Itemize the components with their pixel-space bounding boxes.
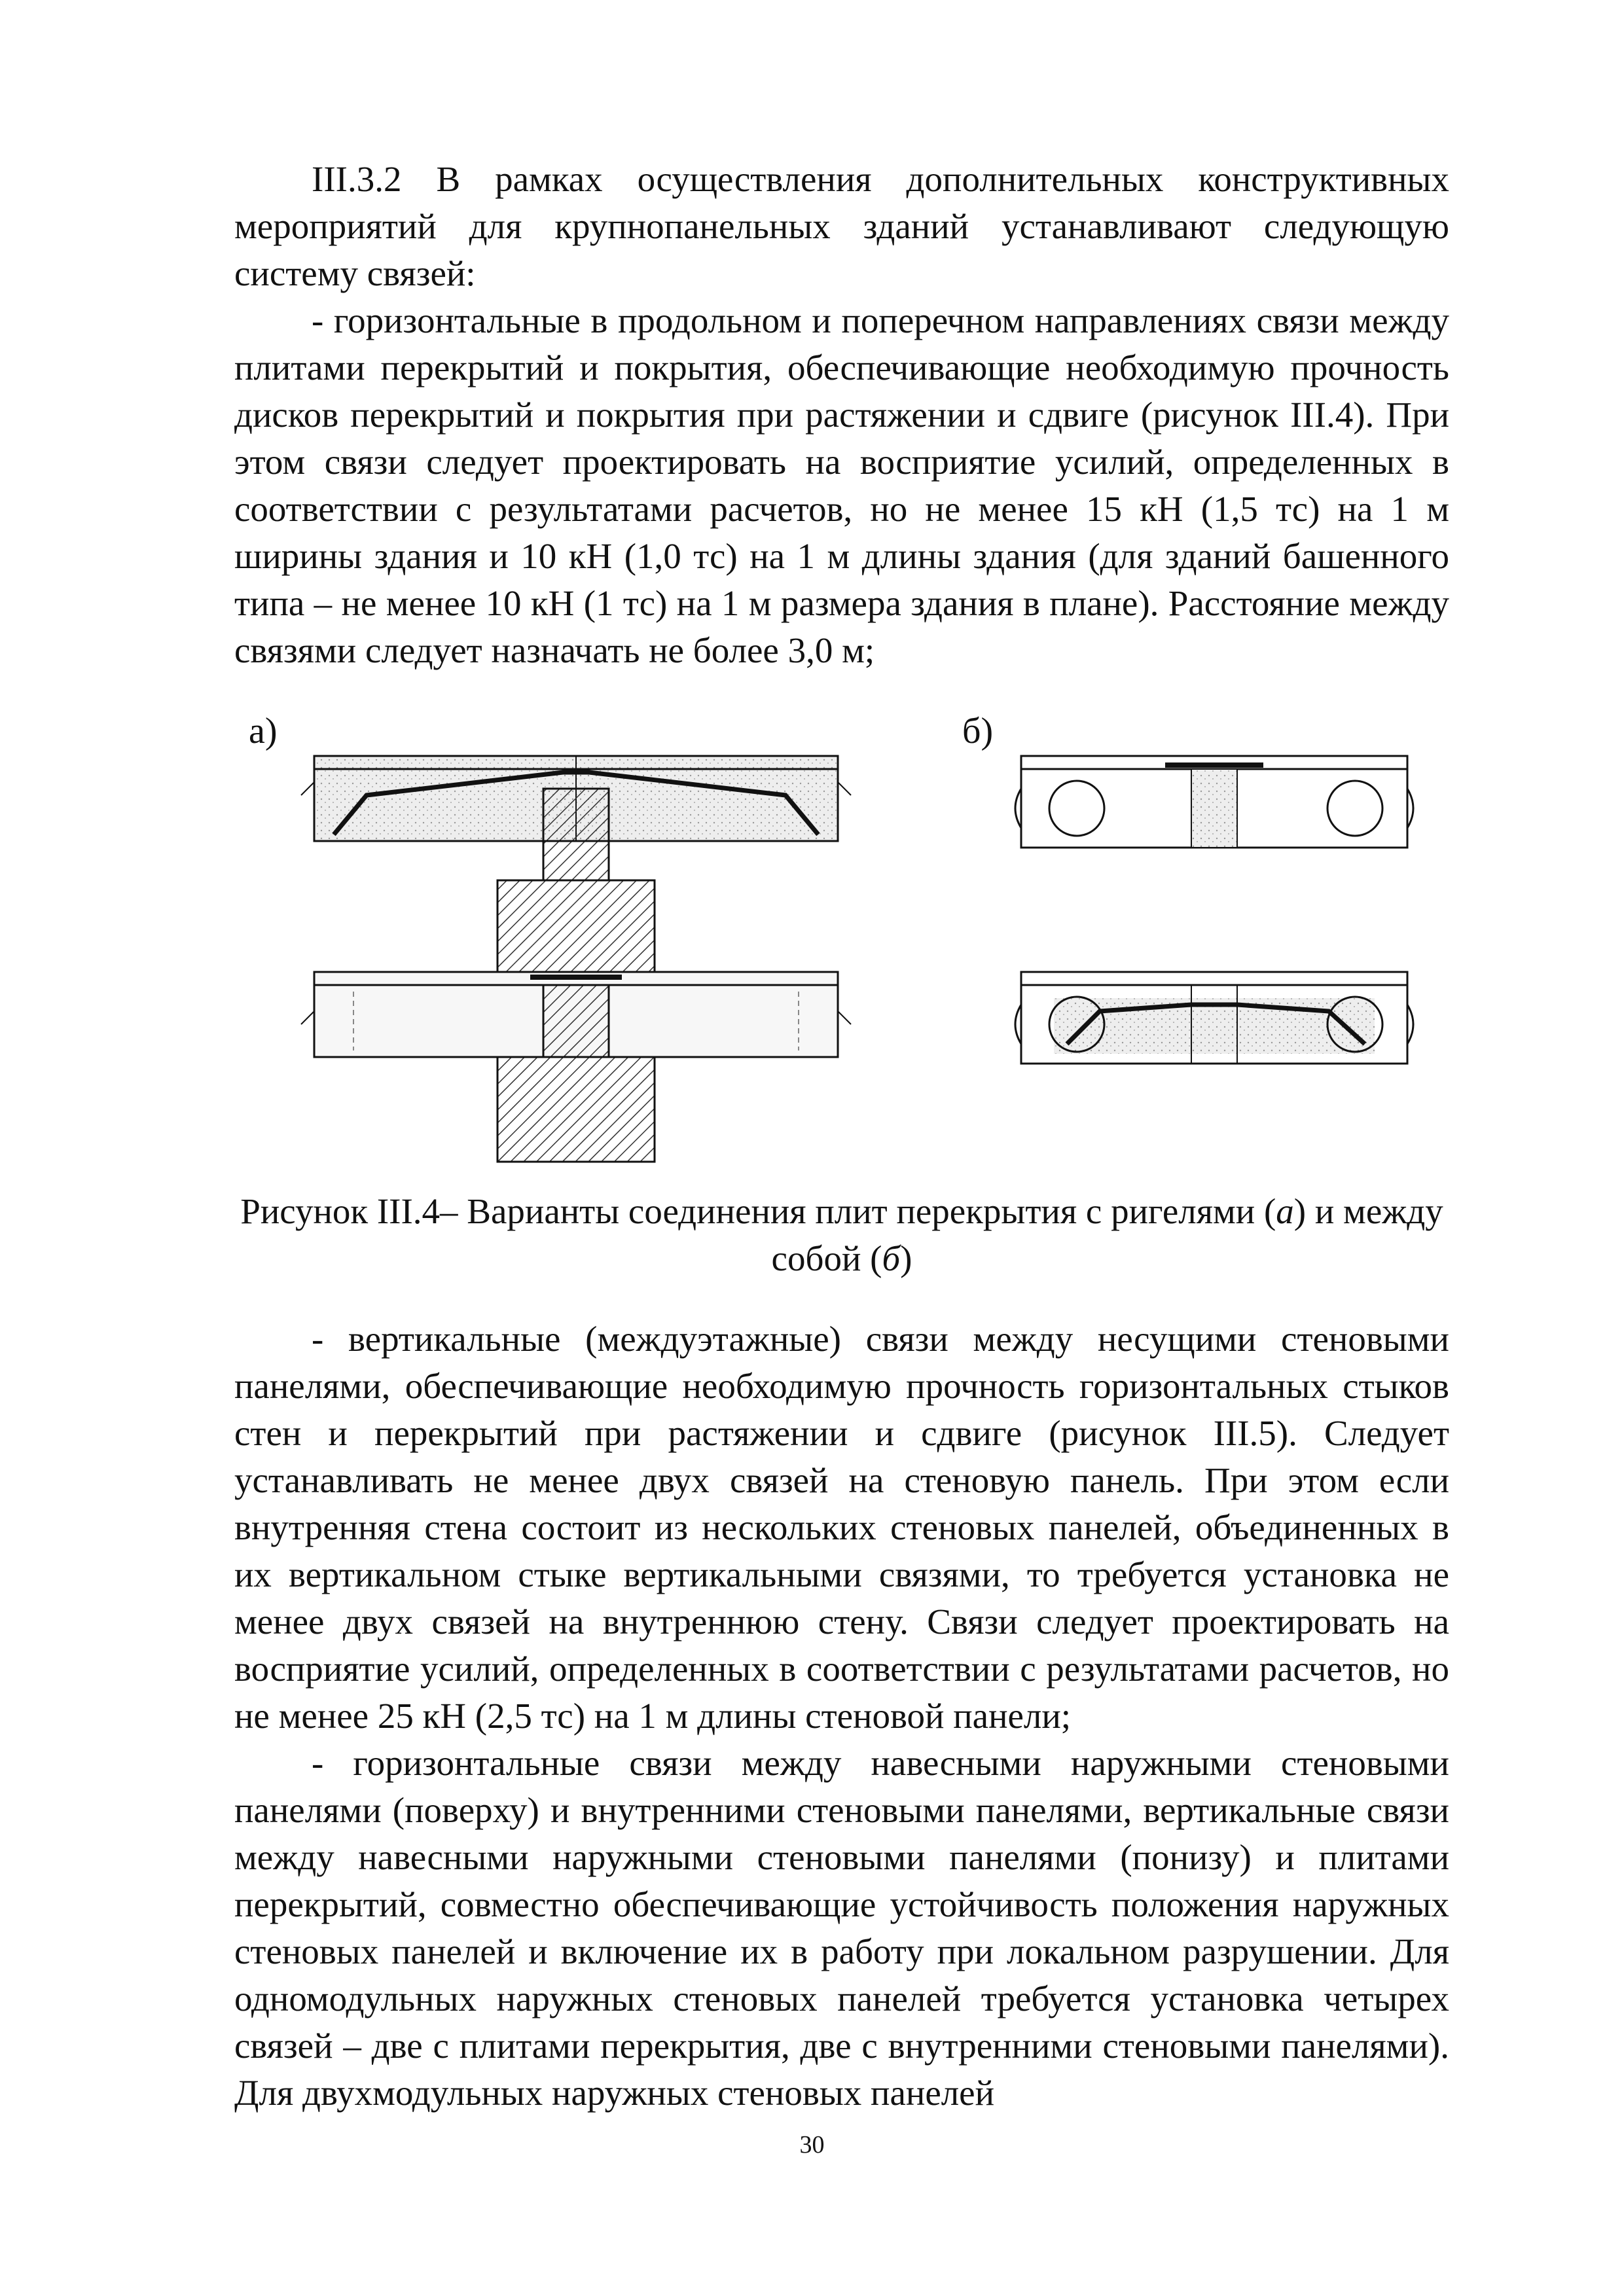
caption-text-3: ): [900, 1238, 912, 1278]
paragraph-intro: III.3.2 В рамках осуществления дополнительных конструктивных мероприятий для крупнопанельных зданий устанавливают следующую систему связей:: [234, 159, 1449, 293]
caption-text-2: ) и между собой (: [771, 1191, 1443, 1278]
figure-label-a: а): [249, 711, 278, 751]
diagram-a-top: [301, 756, 851, 972]
text-section-bottom: [234, 1316, 1449, 2117]
paragraph-curtain-wall-links: - горизонтальные связи между навесными наружными стеновыми панелями (поверху) и внутренними стеновыми панелями, вертикальные связи между навесными наружными стеновыми панелями (понизу) и плитами перекрытий, совместно обеспечивающие устойчивость положения наружных стеновых панелей и включение их в работу при локальном разрушении. Для одномодульных наружных стеновых панелей требуется установка четырех связей – две с плитами перекрытия, две с внутренними стеновыми панелями). Для двухмодульных наружных стеновых панелей: [234, 1743, 1449, 2113]
page-number: 30: [799, 2131, 825, 2159]
figure-iii-4: [249, 710, 1440, 1168]
diagram-b-top: [1015, 756, 1413, 848]
caption-text-1: Рисунок III.4– Варианты соединения плит перекрытия с ригелями (: [240, 1191, 1276, 1231]
figure-caption: [234, 1188, 1449, 1282]
figure-label-b: б): [962, 711, 994, 751]
paragraph-horizontal-links: - горизонтальные в продольном и поперечном направлениях связи между плитами перекрытий и покрытия, обеспечивающие необходимую прочность дисков перекрытий и покрытия при растяжении и сдвиге (рисунок III.4). При этом связи следует проектировать на восприятие усилий, определенных в соответствии с результатами расчетов, но не менее 15 кН (1,5 тс) на 1 м ширины здания и 10 кН (1,0 тс) на 1 м длины здания (для зданий башенного типа – не менее 10 кН (1 тс) на 1 м размера здания в плане). Расстояние между связями следует назначать не более 3,0 м;: [234, 300, 1449, 670]
diagram-b-bottom: [1015, 972, 1413, 1064]
caption-italic-a: а: [1276, 1191, 1294, 1231]
caption-italic-b: б: [882, 1238, 901, 1278]
paragraph-vertical-links: - вертикальные (междуэтажные) связи между несущими стеновыми панелями, обеспечивающие необходимую прочность горизонтальных стыков стен и перекрытий при растяжении и сдвиге (рисунок III.5). Следует устанавливать не менее двух связей на стеновую панель. При этом если внутренняя стена состоит из нескольких стеновых панелей, объединенных в их вертикальном стыке вертикальными связями, то требуется установка не менее двух связей на внутреннюю стену. Связи следует проектировать на восприятие усилий, определенных в соответствии с результатами расчетов, но не менее 25 кН (2,5 тс) на 1 м длины стеновой панели;: [234, 1319, 1449, 1736]
text-section-top: [234, 156, 1449, 674]
diagram-a-bottom: [301, 972, 851, 1162]
